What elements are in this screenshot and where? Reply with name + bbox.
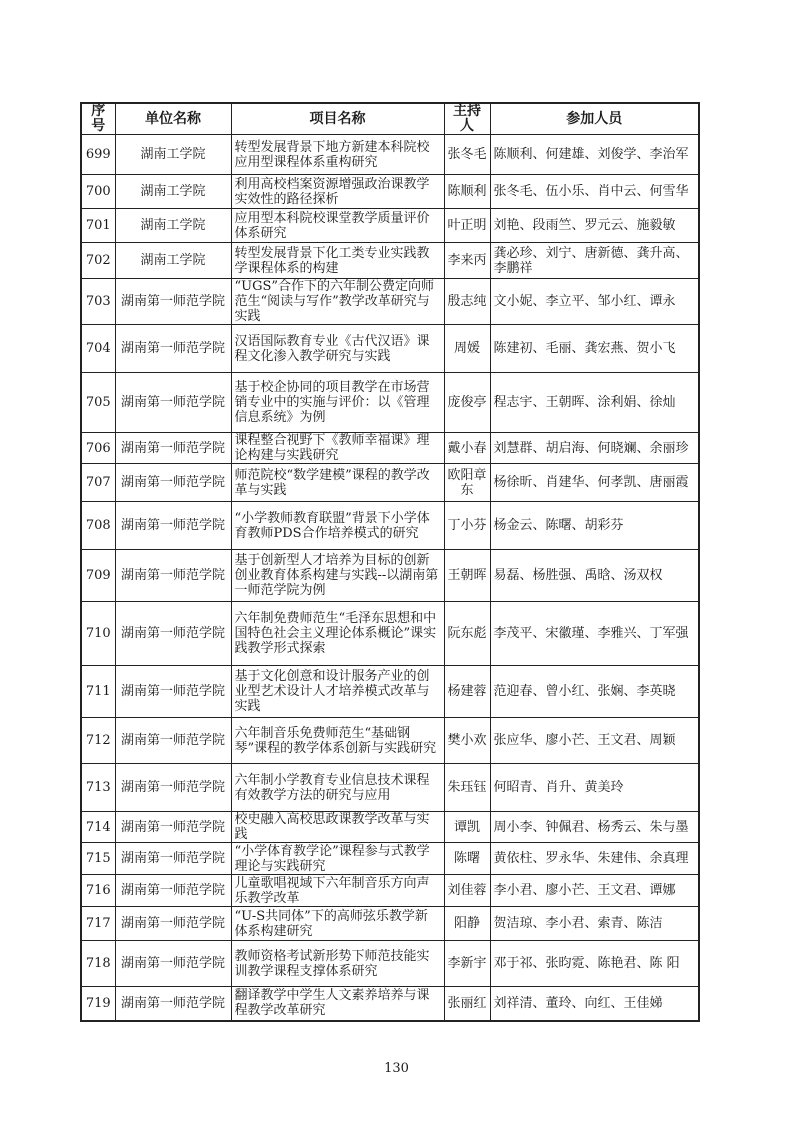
cell-host: 陈曙	[444, 843, 490, 875]
table-row	[81, 812, 699, 843]
cell-members: 周小李、钟佩君、杨秀云、朱与墨	[490, 812, 699, 843]
cell-unit: 湖南第一师范学院	[115, 602, 231, 666]
cell-host: 王朝晖	[444, 550, 490, 602]
cell-project: 六年制小学教育专业信息技术课程有效教学方法的研究与应用	[231, 764, 444, 812]
cell-project: 转型发展背景下化工类专业实践教学课程体系的构建	[231, 243, 444, 279]
cell-number: 704	[81, 325, 115, 373]
cell-project: 儿童歌唱视域下六年制音乐方向声乐教学改革	[231, 875, 444, 907]
table-row	[81, 502, 699, 550]
cell-project: “UGS”合作下的六年制公费定向师范生“阅读与写作”教学改革研究与实践	[231, 279, 444, 325]
table-row	[81, 987, 699, 1021]
cell-unit: 湖南工学院	[115, 243, 231, 279]
table-row	[81, 764, 699, 812]
cell-members: 刘艳、段雨竺、罗元云、施毅敏	[490, 209, 699, 243]
table-row	[81, 907, 699, 941]
cell-members: 易磊、杨胜强、禹晗、汤双权	[490, 550, 699, 602]
cell-number: 716	[81, 875, 115, 907]
cell-project: 课程整合视野下《教师幸福课》理论构建与实践研究	[231, 433, 444, 464]
col-header-project: 项目名称	[231, 103, 444, 135]
cell-number: 715	[81, 843, 115, 875]
cell-unit: 湖南第一师范学院	[115, 373, 231, 433]
table-header-row	[81, 103, 699, 135]
cell-number: 701	[81, 209, 115, 243]
cell-number: 700	[81, 175, 115, 209]
table-row	[81, 243, 699, 279]
cell-members: 程志宇、王朝晖、涂利娟、徐灿	[490, 373, 699, 433]
cell-number: 717	[81, 907, 115, 941]
cell-host: 李新宇	[444, 941, 490, 987]
cell-number: 709	[81, 550, 115, 602]
project-table	[80, 102, 700, 1022]
table-row	[81, 550, 699, 602]
cell-project: 基于校企协同的项目教学在市场营销专业中的实施与评价：以《管理信息系统》为例	[231, 373, 444, 433]
cell-host: 李来丙	[444, 243, 490, 279]
cell-project: 六年制免费师范生“毛泽东思想和中国特色社会主义理论体系概论”课实践教学形式探索	[231, 602, 444, 666]
cell-project: 汉语国际教育专业《古代汉语》课程文化渗入教学研究与实践	[231, 325, 444, 373]
cell-number: 707	[81, 464, 115, 502]
cell-members: 张应华、廖小芒、王文君、周颖	[490, 718, 699, 764]
cell-number: 703	[81, 279, 115, 325]
cell-project: 校史融入高校思政课教学改革与实践	[231, 812, 444, 843]
cell-number: 702	[81, 243, 115, 279]
table-row	[81, 666, 699, 718]
cell-members: 张冬毛、伍小乐、肖中云、何雪华	[490, 175, 699, 209]
cell-unit: 湖南第一师范学院	[115, 464, 231, 502]
table-row	[81, 135, 699, 175]
cell-members: 龚必珍、刘宁、唐新德、龚升高、李鹏祥	[490, 243, 699, 279]
cell-unit: 湖南第一师范学院	[115, 812, 231, 843]
cell-unit: 湖南第一师范学院	[115, 433, 231, 464]
table-row	[81, 433, 699, 464]
cell-members: 杨徐昕、肖建华、何孝凯、唐丽霞	[490, 464, 699, 502]
table-row	[81, 602, 699, 666]
cell-project: 教师资格考试新形势下师范技能实训教学课程支撑体系研究	[231, 941, 444, 987]
cell-host: 周媛	[444, 325, 490, 373]
cell-number: 711	[81, 666, 115, 718]
cell-host: 阮东彪	[444, 602, 490, 666]
table-row	[81, 209, 699, 243]
table-row	[81, 718, 699, 764]
table-row	[81, 464, 699, 502]
cell-unit: 湖南第一师范学院	[115, 666, 231, 718]
cell-host: 叶正明	[444, 209, 490, 243]
cell-host: 樊小欢	[444, 718, 490, 764]
cell-unit: 湖南工学院	[115, 135, 231, 175]
cell-project: “小学体育教学论”课程参与式教学理论与实践研究	[231, 843, 444, 875]
cell-number: 705	[81, 373, 115, 433]
cell-project: 应用型本科院校课堂教学质量评价体系研究	[231, 209, 444, 243]
cell-unit: 湖南第一师范学院	[115, 843, 231, 875]
cell-unit: 湖南工学院	[115, 175, 231, 209]
cell-members: 何昭青、肖升、黄美玲	[490, 764, 699, 812]
cell-unit: 湖南第一师范学院	[115, 764, 231, 812]
cell-host: 阳静	[444, 907, 490, 941]
cell-unit: 湖南第一师范学院	[115, 718, 231, 764]
cell-project: 基于创新型人才培养为目标的创新创业教育体系构建与实践--以湖南第一师范学院为例	[231, 550, 444, 602]
cell-unit: 湖南第一师范学院	[115, 875, 231, 907]
cell-host: 张冬毛	[444, 135, 490, 175]
cell-host: 杨建蓉	[444, 666, 490, 718]
table-row	[81, 325, 699, 373]
cell-members: 黄依柱、罗永华、朱建伟、余真理	[490, 843, 699, 875]
cell-host: 张丽红	[444, 987, 490, 1021]
cell-members: 陈建初、毛丽、龚宏燕、贺小飞	[490, 325, 699, 373]
cell-host: 陈顺利	[444, 175, 490, 209]
cell-number: 708	[81, 502, 115, 550]
cell-unit: 湖南第一师范学院	[115, 987, 231, 1021]
table-row	[81, 843, 699, 875]
cell-number: 710	[81, 602, 115, 666]
page-number: 130	[384, 1061, 409, 1076]
cell-unit: 湖南第一师范学院	[115, 279, 231, 325]
cell-host: 欧阳章东	[444, 464, 490, 502]
cell-members: 文小妮、李立平、邹小红、谭永	[490, 279, 699, 325]
cell-members: 李小君、廖小芒、王文君、谭娜	[490, 875, 699, 907]
cell-members: 贺洁琼、李小君、索青、陈洁	[490, 907, 699, 941]
cell-members: 李茂平、宋徽瑾、李雅兴、丁军强	[490, 602, 699, 666]
cell-number: 718	[81, 941, 115, 987]
cell-number: 712	[81, 718, 115, 764]
table-row	[81, 175, 699, 209]
cell-number: 713	[81, 764, 115, 812]
table-row	[81, 373, 699, 433]
cell-members: 邓于祁、张昀霓、陈艳君、陈 阳	[490, 941, 699, 987]
col-header-members: 参加人员	[490, 103, 699, 135]
cell-project: “小学教师教育联盟”背景下小学体育教师PDS合作培养模式的研究	[231, 502, 444, 550]
cell-project: “U-S共同体”下的高师弦乐教学新体系构建研究	[231, 907, 444, 941]
cell-number: 699	[81, 135, 115, 175]
cell-members: 刘慧群、胡启海、何晓斓、余丽珍	[490, 433, 699, 464]
cell-host: 丁小芬	[444, 502, 490, 550]
cell-members: 刘祥清、董玲、向红、王佳娣	[490, 987, 699, 1021]
cell-number: 714	[81, 812, 115, 843]
cell-project: 六年制音乐免费师范生“基础钢琴”课程的教学体系创新与实践研究	[231, 718, 444, 764]
col-header-host: 主持人	[444, 103, 490, 135]
cell-host: 戴小春	[444, 433, 490, 464]
cell-unit: 湖南第一师范学院	[115, 550, 231, 602]
col-header-number: 序号	[81, 103, 115, 135]
cell-host: 朱珏钰	[444, 764, 490, 812]
cell-host: 庞俊亭	[444, 373, 490, 433]
cell-number: 719	[81, 987, 115, 1021]
cell-unit: 湖南工学院	[115, 209, 231, 243]
cell-unit: 湖南第一师范学院	[115, 325, 231, 373]
cell-project: 师范院校“数学建模”课程的教学改革与实践	[231, 464, 444, 502]
cell-unit: 湖南第一师范学院	[115, 941, 231, 987]
cell-project: 转型发展背景下地方新建本科院校应用型课程体系重构研究	[231, 135, 444, 175]
cell-project: 基于文化创意和设计服务产业的创业型艺术设计人才培养模式改革与实践	[231, 666, 444, 718]
cell-host: 谭凯	[444, 812, 490, 843]
cell-number: 706	[81, 433, 115, 464]
cell-host: 殷志纯	[444, 279, 490, 325]
table-row	[81, 941, 699, 987]
cell-members: 陈顺利、何建雄、刘俊学、李治军	[490, 135, 699, 175]
cell-members: 杨金云、陈曙、胡彩芬	[490, 502, 699, 550]
cell-host: 刘佳蓉	[444, 875, 490, 907]
cell-members: 范迎春、曾小红、张娴、李英晓	[490, 666, 699, 718]
col-header-unit: 单位名称	[115, 103, 231, 135]
cell-project: 翻译教学中学生人文素养培养与课程教学改革研究	[231, 987, 444, 1021]
cell-unit: 湖南第一师范学院	[115, 907, 231, 941]
table-row	[81, 279, 699, 325]
table-row	[81, 875, 699, 907]
cell-project: 利用高校档案资源增强政治课教学实效性的路径探析	[231, 175, 444, 209]
cell-unit: 湖南第一师范学院	[115, 502, 231, 550]
